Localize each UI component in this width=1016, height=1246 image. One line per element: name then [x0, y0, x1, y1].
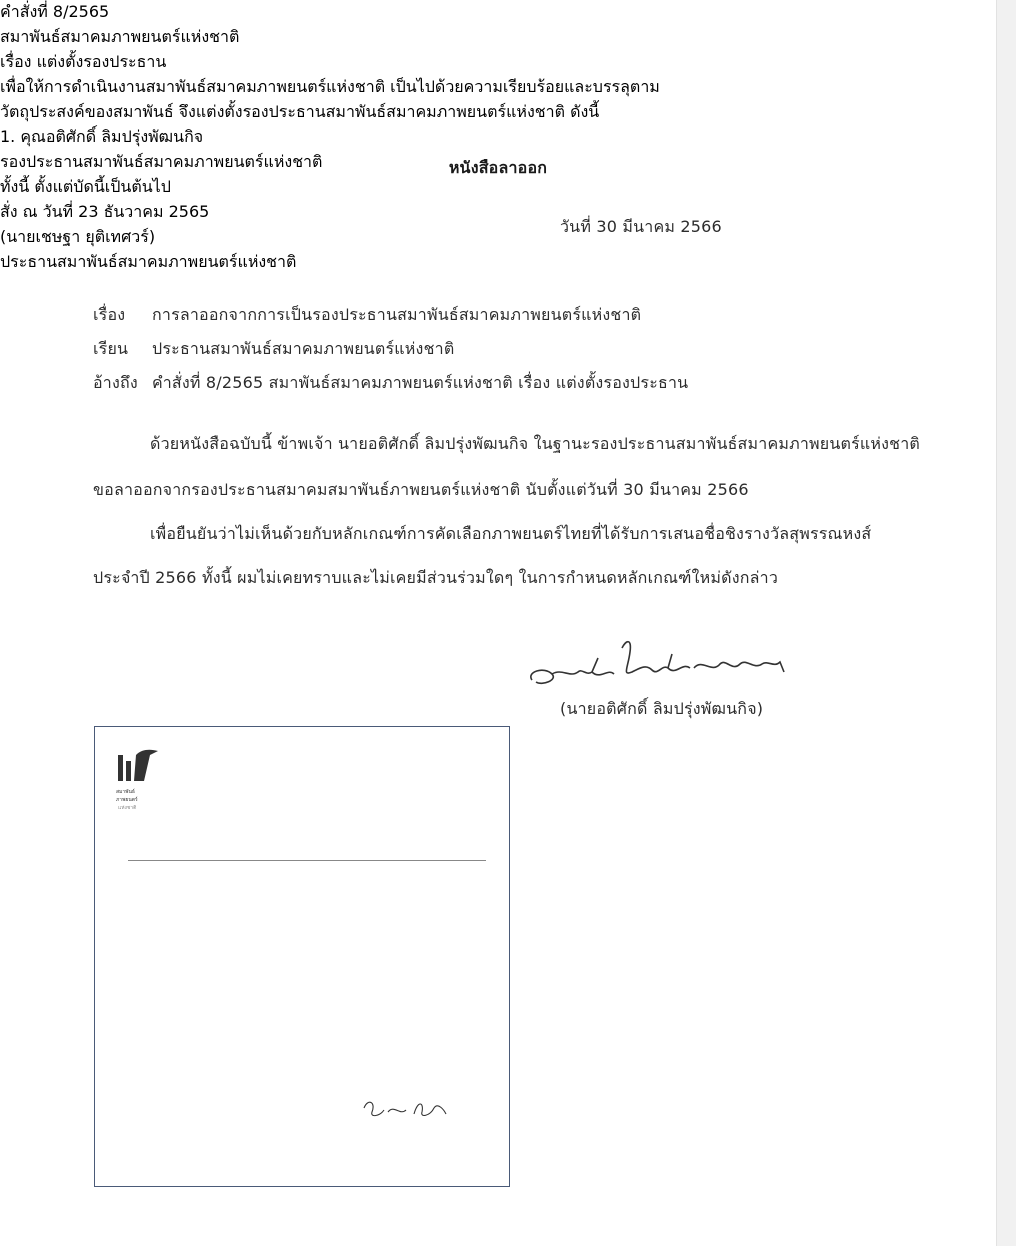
subject-label: เรื่อง	[93, 305, 126, 324]
order-issuer: สมาพันธ์สมาคมภาพยนตร์แห่งชาติ	[0, 27, 240, 46]
body-paragraph-line: ประจำปี 2566 ทั้งนี้ ผมไม่เคยทราบและไม่เคยมีส่วนร่วมใดๆ ในการกำหนดหลักเกณฑ์ใหม่ดังกล่าว	[93, 568, 779, 587]
order-number: คำสั่งที่ 8/2565	[0, 2, 110, 21]
order-subject: เรื่อง แต่งตั้งรองประธาน	[0, 52, 167, 71]
order-item-name: 1. คุณอติศักดิ์ ลิมปรุ่งพัฒนกิจ	[0, 127, 204, 146]
letter-date: วันที่ 30 มีนาคม 2566	[560, 217, 722, 236]
reference-value: คำสั่งที่ 8/2565 สมาพันธ์สมาคมภาพยนตร์แห่งชาติ เรื่อง แต่งตั้งรองประธาน	[152, 373, 689, 392]
order-signer-name: (นายเชษฐา ยุติเทศวร์)	[0, 227, 156, 246]
order-body-line: เพื่อให้การดำเนินงานสมาพันธ์สมาคมภาพยนตร์แห่งชาติ เป็นไปด้วยความเรียบร้อยและบรรลุตาม	[0, 77, 660, 96]
recipient-value: ประธานสมาพันธ์สมาคมภาพยนตร์แห่งชาติ	[152, 339, 455, 358]
subject-value: การลาออกจากการเป็นรองประธานสมาพันธ์สมาคมภาพยนตร์แห่งชาติ	[152, 305, 642, 324]
body-paragraph-line: ขอลาออกจากรองประธานสมาคมสมาพันธ์ภาพยนตร์แห่งชาติ นับตั้งแต่วันที่ 30 มีนาคม 2566	[93, 480, 749, 499]
reference-label: อ้างถึง	[93, 373, 138, 392]
signer-name: (นายอติศักดิ์ ลิมปรุ่งพัฒนกิจ)	[560, 699, 764, 718]
order-signer-position: ประธานสมาพันธ์สมาคมภาพยนตร์แห่งชาติ	[0, 252, 297, 271]
logo-text-line: แห่งชาติ	[118, 805, 137, 811]
recipient-label: เรียน	[93, 339, 129, 358]
letter-title: หนังสือลาออก	[448, 158, 548, 177]
logo-text-line: สมาพันธ์	[116, 789, 135, 795]
vertical-scrollbar[interactable]	[996, 0, 1016, 1246]
body-paragraph-line: เพื่อยืนยันว่าไม่เห็นด้วยกับหลักเกณฑ์การคัดเลือกภาพยนตร์ไทยที่ได้รับการเสนอชื่อชิงรางวัลสุพรรณหงส์	[150, 524, 872, 543]
order-effective: ทั้งนี้ ตั้งแต่บัดนี้เป็นต้นไป	[0, 177, 171, 196]
order-item-role: รองประธานสมาพันธ์สมาคมภาพยนตร์แห่งชาติ	[0, 152, 323, 171]
order-divider	[128, 860, 486, 861]
logo-text-line: ภาพยนตร์	[116, 797, 138, 803]
order-date: สั่ง ณ วันที่ 23 ธันวาคม 2565	[0, 202, 210, 221]
body-paragraph-line: ด้วยหนังสือฉบับนี้ ข้าพเจ้า นายอติศักดิ์ ลิมปรุ่งพัฒนกิจ ในฐานะรองประธานสมาพันธ์สมาคมภาพยนตร์แห่งชาติ	[150, 434, 920, 453]
order-signature	[360, 1094, 450, 1124]
handwritten-signature	[522, 628, 792, 698]
order-body-line: วัตถุประสงค์ของสมาพันธ์ จึงแต่งตั้งรองประธานสมาพันธ์สมาคมภาพยนตร์แห่งชาติ ดังนี้	[0, 102, 600, 121]
